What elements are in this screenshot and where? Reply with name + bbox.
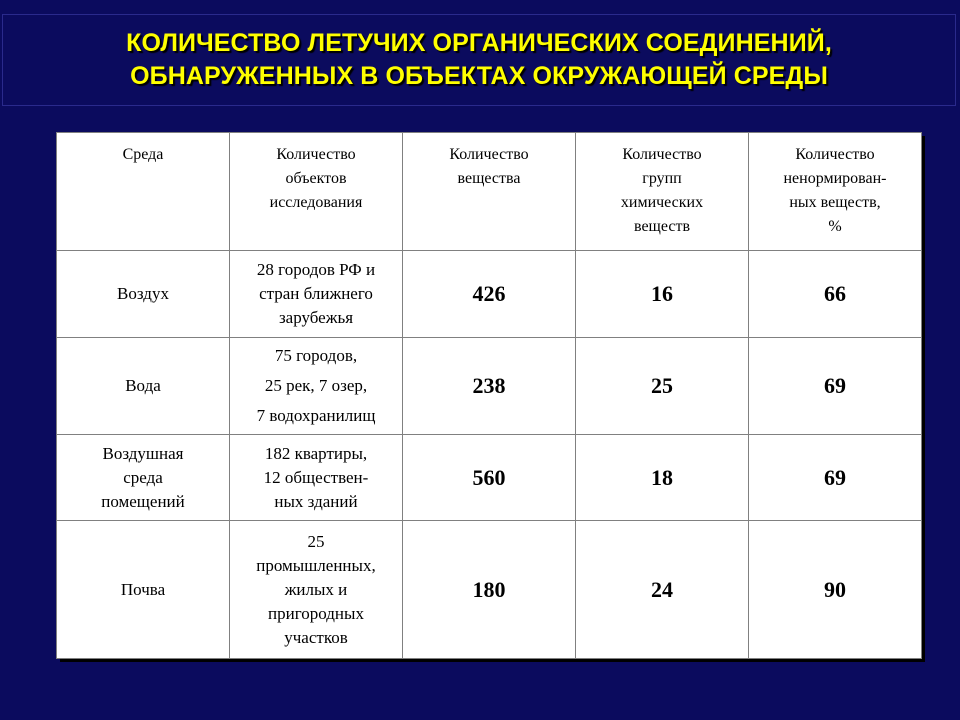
cell-text: Вода xyxy=(125,376,161,395)
cell-groups: 18 xyxy=(576,435,749,521)
header-text: вещества xyxy=(457,170,521,187)
header-cell-groups xyxy=(576,133,749,251)
table-container xyxy=(56,132,921,658)
cell-substances: 238 xyxy=(403,338,576,435)
cell-text: 25 рек, 7 озер, xyxy=(264,376,368,395)
cell-text: 182 квартиры, xyxy=(264,443,368,463)
cell-text: 28 городов РФ и xyxy=(256,260,376,279)
cell-text: участков xyxy=(284,627,348,647)
cell-objects xyxy=(230,338,403,435)
cell-text: ных зданий xyxy=(274,491,358,511)
cell-groups: 16 xyxy=(576,251,749,338)
cell-text: среда xyxy=(123,467,163,487)
header-text: химических xyxy=(620,194,704,211)
cell-text: помещений xyxy=(101,491,185,511)
cell-environment xyxy=(57,521,230,659)
header-text: Количество xyxy=(795,146,875,163)
title-line-1: КОЛИЧЕСТВО ЛЕТУЧИХ ОРГАНИЧЕСКИХ СОЕДИНЕНИЙ, xyxy=(126,29,832,57)
cell-substances: 426 xyxy=(403,251,576,338)
header-text: Количество xyxy=(622,146,702,163)
cell-text: Воздушная xyxy=(102,443,184,463)
cell-objects xyxy=(230,251,403,338)
header-text: Среда xyxy=(122,146,164,163)
header-text: групп xyxy=(642,170,682,187)
header-text: Количество xyxy=(276,146,356,163)
header-text: объектов xyxy=(285,170,347,187)
cell-text: 12 обществен- xyxy=(263,467,369,487)
cell-objects xyxy=(230,435,403,521)
cell-text: Воздух xyxy=(117,284,169,303)
cell-text: пригородных xyxy=(268,603,364,623)
cell-environment xyxy=(57,338,230,435)
header-row xyxy=(57,133,922,251)
table-row xyxy=(57,338,922,435)
cell-environment xyxy=(57,435,230,521)
cell-substances: 560 xyxy=(403,435,576,521)
cell-substances: 180 xyxy=(403,521,576,659)
cell-text: 7 водохранилищ xyxy=(256,406,376,425)
cell-unregulated: 66 xyxy=(749,251,922,338)
header-text: веществ xyxy=(633,218,691,235)
cell-environment xyxy=(57,251,230,338)
cell-text: 25 xyxy=(307,531,325,551)
cell-text: Почва xyxy=(120,579,166,599)
header-text: ненормирован- xyxy=(783,170,887,187)
cell-groups: 25 xyxy=(576,338,749,435)
header-cell-substances xyxy=(403,133,576,251)
cell-unregulated: 69 xyxy=(749,338,922,435)
header-cell-environment xyxy=(57,133,230,251)
table-row xyxy=(57,251,922,338)
header-text: Количество xyxy=(449,146,529,163)
header-text: % xyxy=(828,218,842,235)
header-cell-objects xyxy=(230,133,403,251)
header-cell-unregulated xyxy=(749,133,922,251)
cell-unregulated: 90 xyxy=(749,521,922,659)
title-box xyxy=(2,14,956,106)
cell-text: 75 городов, xyxy=(274,346,358,365)
table-row xyxy=(57,521,922,659)
cell-text: зарубежья xyxy=(278,308,354,327)
data-table xyxy=(56,132,922,659)
table-row xyxy=(57,435,922,521)
header-text: ных веществ, xyxy=(789,194,881,211)
cell-groups: 24 xyxy=(576,521,749,659)
cell-text: жилых и xyxy=(284,579,348,599)
title-line-2: ОБНАРУЖЕННЫХ В ОБЪЕКТАХ ОКРУЖАЮЩЕЙ СРЕДЫ xyxy=(130,62,828,90)
header-text: исследования xyxy=(269,194,363,211)
cell-text: стран ближнего xyxy=(259,284,373,303)
cell-objects xyxy=(230,521,403,659)
cell-unregulated: 69 xyxy=(749,435,922,521)
cell-text: промышленных, xyxy=(256,555,376,575)
